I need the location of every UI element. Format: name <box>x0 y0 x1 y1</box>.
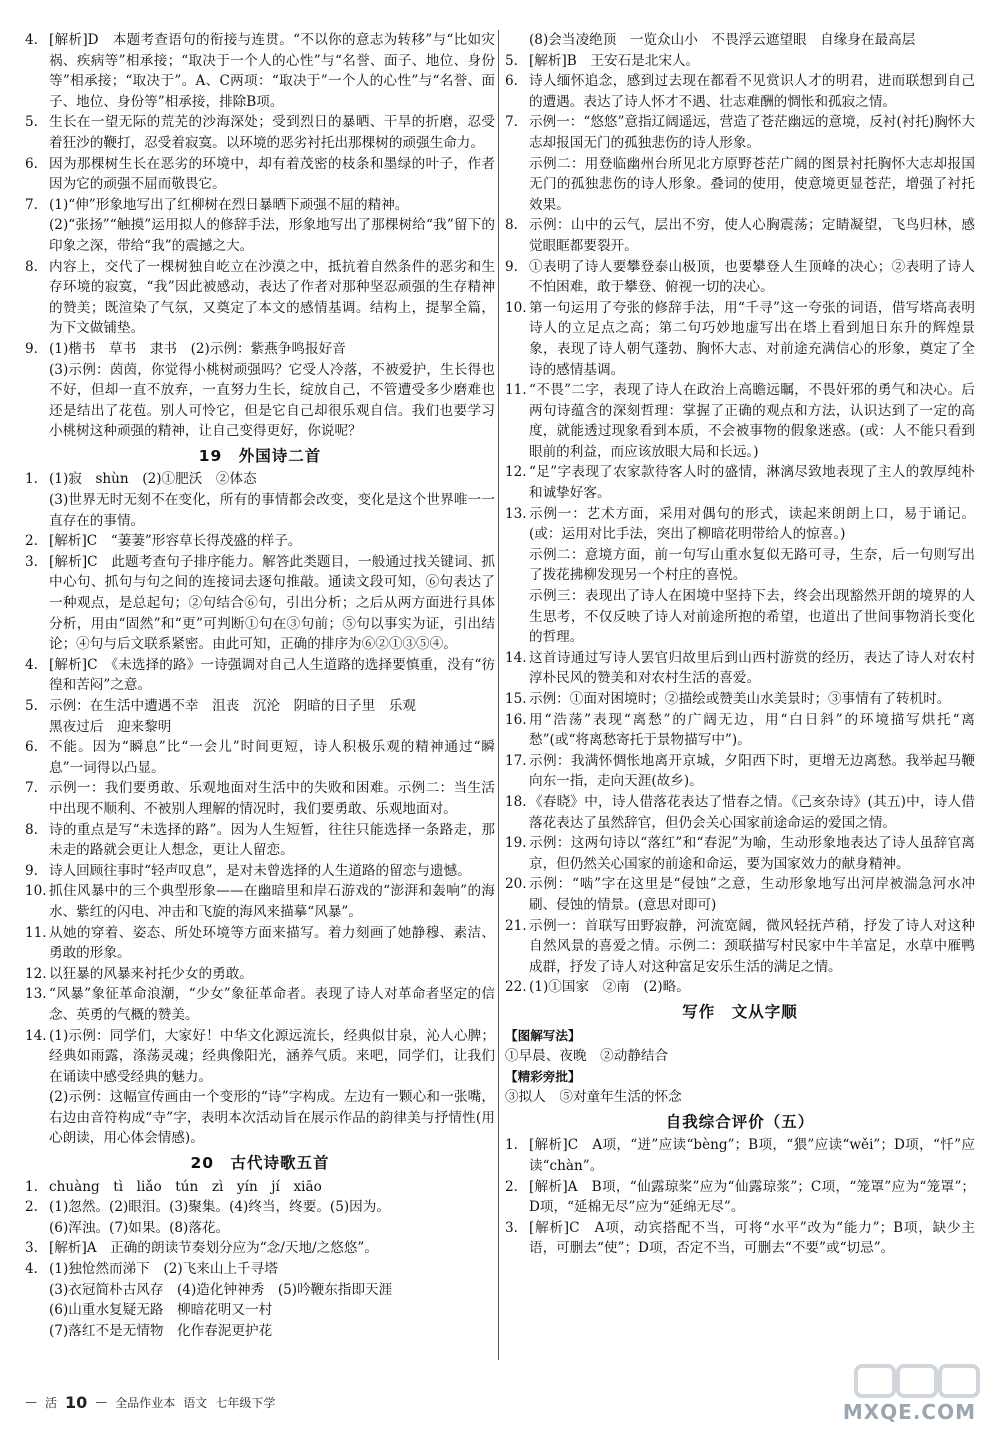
item-number: 9. <box>25 340 38 357</box>
answer-item <box>25 154 495 195</box>
item-text: 示例：这两句诗以“落红”和“春泥”为喻，生动形象地表达了诗人虽辞官离京，但仍然关心国家的前途和命运，要为国家效力的献身精神。 <box>529 835 975 872</box>
answer-item <box>505 504 975 545</box>
answer-subline: (3)衣冠简朴古风存 (4)造化钟神秀 (5)吟鞭东指即天涯 <box>49 1281 393 1298</box>
item-number: 11. <box>505 382 527 399</box>
item-number: 12. <box>25 965 47 982</box>
item-text: “不畏”二字，表现了诗人在政治上高瞻远瞩，不畏奸邪的勇气和决心。后两句诗蕴含的深刻哲理：掌握了正确的观点和方法，认识达到了一定的高度，就能透过现象看到本质，不会被事物的假象迷惑。(或：人不能只看到眼前的利益，而应该放眼大局和长远。) <box>529 382 975 460</box>
answer-item <box>25 30 495 112</box>
item-number: 9. <box>25 862 38 879</box>
item-number: 7. <box>25 780 38 797</box>
item-text: [解析]C 此题考查句子排序能力。解答此类题目，一般通过找关键词、抓中心句、抓句与句之间的连接词去逐句推敲。通读文段可知，⑥句表达了一种观点，是总起句；②句结合⑥句，引出分析；之后从两方面进行具体分析，用由“固然”和“更”可判断①句在③句前；⑤句以事实为证，引出结论；④句与后文联系紧密。由此可知，正确的排序为⑥②①③⑤④。 <box>49 553 495 653</box>
subject: 语文 <box>183 1395 208 1410</box>
item-number: 7. <box>25 196 38 213</box>
item-text: 以狂暴的风暴来衬托少女的勇敢。 <box>49 965 253 982</box>
item-number: 13. <box>505 505 527 522</box>
answer-item <box>505 874 975 915</box>
item-number: 21. <box>505 917 527 934</box>
answer-item <box>25 964 495 985</box>
item-number: 6. <box>25 739 38 756</box>
item-number: 4. <box>25 656 38 673</box>
item-text: 示例：我满怀惆怅地离开京城，夕阳西下时，更增无边离愁。我举起马鞭向东一指，走向天涯(故乡)。 <box>529 752 975 790</box>
answer-item <box>25 1177 495 1198</box>
item-text: (1)楷书 草书 隶书 (2)示例：紫燕争鸣报好音 <box>49 340 346 357</box>
answer-paragraph: (2)示例：这幅宣传画由一个变形的“诗”字构成。左边有一颗心和一张嘴，右边由音符构成“寺”字，表明本次活动旨在展示作品的韵律美与抒情性(用心朗读，用心体会情感)。 <box>49 1089 495 1147</box>
item-number: 3. <box>25 553 38 570</box>
item-number: 10. <box>505 299 527 316</box>
answer-paragraph: (2)“张扬”“触摸”运用拟人的修辞手法，形象地写出了那棵树给“我”留下的印象之深，带给“我”的震撼之大。 <box>49 217 495 254</box>
item-text: 用“浩荡”表现“离愁”的广阔无边，用“白日斜”的环境描写烘托“离愁”(或“将离愁寄托于景物描写中”)。 <box>529 711 975 749</box>
answer-item <box>505 112 975 153</box>
item-number: 12. <box>505 464 527 481</box>
item-text: 示例一：艺术方面，采用对偶句的形式，读起来朗朗上口，易于诵记。(或：运用对比手法，突出了柳暗花明带给人的惊喜。) <box>529 505 975 543</box>
item-text: chuàng tì liǎo tún zì yín jí xiāo <box>49 1178 322 1195</box>
section-title: 20 古代诗歌五首 <box>190 1154 330 1173</box>
item-number: 9. <box>505 258 518 275</box>
item-number: 6. <box>25 155 38 172</box>
item-text: 从她的穿着、姿态、所处环境等方面来描写。着力刻画了她静穆、素洁、勇敢的形象。 <box>49 924 495 962</box>
item-text: 诗人缅怀追念，感到过去现在都看不见赏识人才的明君，进而联想到自己的遭遇。表达了诗人怀才不遇、壮志难酬的惆怅和孤寂之情。 <box>529 73 975 110</box>
answer-item <box>505 689 975 710</box>
answer-item <box>25 861 495 882</box>
answer-item <box>505 792 975 833</box>
item-text: 诗的重点是写“未选择的路”。因为人生短暂，往往只能选择一条路走，那未走的路就会更让人想念，更让人留恋。 <box>49 821 495 859</box>
answer-item <box>25 984 495 1025</box>
item-text: 第一句运用了夸张的修辞手法，用“千寻”这一夸张的词语，借写塔高表明诗人的立足点之高；第二句巧妙地虚写出在塔上看到旭日东升的辉煌景象，表现了诗人朝气蓬勃、胸怀大志、对前途充满信心的形象，奠定了全诗的感情基调。 <box>529 299 975 378</box>
answer-item <box>505 1218 975 1259</box>
item-number: 22. <box>505 979 527 996</box>
item-text: (1)示例：同学们，大家好！中华文化源远流长，经典似甘泉，沁人心脾；经典如雨露，涤荡灵魂；经典像阳光，涵养气质。来吧，同学们，让我们在诵读中感受经典的魅力。 <box>49 1027 495 1085</box>
text-line: ①早晨、夜晚 ②动静结合 <box>505 1048 669 1065</box>
answer-item <box>25 195 495 216</box>
item-text: 《春晓》中，诗人借落花表达了惜春之情。《己亥杂诗》(其五)中，诗人借落花表达了虽然辞官，但仍会关心国家前途命运的爱国之情。 <box>529 793 975 831</box>
answer-subline: (7)落红不是无情物 化作春泥更护花 <box>49 1322 273 1339</box>
item-text: “足”字表现了农家款待客人时的盛情，淋漓尽致地表现了主人的敦厚纯朴和诚挚好客。 <box>529 464 975 502</box>
item-text: 示例一：我们要勇敢、乐观地面对生活中的失败和困难。示例二：当生活中出现不顺利、不被别人理解的情况时，我们要勇敢、乐观地面对。 <box>49 780 495 817</box>
section-title: 写作 文从字顺 <box>682 1002 798 1021</box>
item-text: (1)忽然。(2)眼泪。(3)聚集。(4)终当，终要。(5)因为。 <box>49 1199 390 1216</box>
page-footer <box>25 1390 275 1414</box>
item-text: 不能。因为“瞬息”比“一会儿”时间更短，诗人积极乐观的精神通过“瞬息”一词得以凸显。 <box>49 739 495 776</box>
answer-subline: (8)会当凌绝顶 一览众山小 不畏浮云遮望眼 自缘身在最高层 <box>529 32 916 48</box>
column-divider <box>498 30 499 1360</box>
answer-item <box>505 833 975 874</box>
item-text: [解析]A B项，“仙露琼桨”应为“仙露琼浆”；C项，“笼罩”应为“笼罩”；D项，“延棉无尽”应为“延绵无尽”。 <box>529 1178 975 1216</box>
item-number: 7. <box>505 114 518 131</box>
item-number: 5. <box>25 114 38 131</box>
item-number: 5. <box>505 52 518 69</box>
footer-dash-2: — <box>95 1395 108 1409</box>
item-number: 13. <box>25 986 47 1003</box>
answer-item <box>505 215 975 256</box>
answer-paragraph: 示例二：意境方面，前一句写山重水复似无路可寻，生奈，后一句则写出了拨花拂柳发现另一个村庄的喜悦。 <box>529 546 975 584</box>
answer-item <box>25 1238 495 1259</box>
answer-item <box>505 462 975 503</box>
item-number: 4. <box>25 1261 38 1278</box>
page-prefix: 活 <box>45 1395 58 1410</box>
answer-item <box>505 298 975 380</box>
item-number: 8. <box>25 258 38 275</box>
answer-item <box>25 881 495 922</box>
item-text: ①表明了诗人要攀登泰山极顶，也要攀登人生顶峰的决心；②表明了诗人不怕困难，敢于攀登、俯视一切的决心。 <box>529 258 975 296</box>
item-text: 抓住风暴中的三个典型形象——在幽暗里和岸石游戏的“澎湃和轰响”的海水、紫红的闪电、冲击和飞旋的海风来描摹“风暴”。 <box>49 883 495 920</box>
watermark-text: MXQE.COM <box>842 1400 976 1424</box>
item-text: (1)独怆然而涕下 (2)飞来山上千寻塔 <box>49 1261 278 1278</box>
item-number: 14. <box>505 649 527 666</box>
answer-item <box>505 710 975 751</box>
right-column <box>505 30 975 1259</box>
answer-item <box>25 923 495 964</box>
item-number: 3. <box>25 1240 38 1257</box>
item-text: 因为那棵树生长在恶劣的环境中，却有着茂密的枝条和墨绿的叶子，作者因为它的顽强不屈而敬畏它。 <box>49 155 495 193</box>
left-column <box>25 30 495 1341</box>
answer-item <box>505 71 975 112</box>
answer-item <box>25 552 495 655</box>
item-number: 20. <box>505 876 527 893</box>
item-number: 6. <box>505 73 518 90</box>
grade: 七年级下学 <box>215 1395 276 1410</box>
item-text: 示例一：“悠悠”意指辽阔遥远，营造了苍茫幽远的意境，反衬(衬托)胸怀大志却报国无门的孤独悲伤的诗人形象。 <box>529 114 975 151</box>
answer-subline: (6)浑浊。(7)如果。(8)落花。 <box>49 1219 230 1236</box>
item-text: 这首诗通过写诗人罢官归故里后到山西村游赏的经历，表达了诗人对农村淳朴民风的赞美和对农村生活的喜爱。 <box>529 649 975 687</box>
item-text: [解析]C 《未选择的路》一诗强调对自己人生道路的选择要慎重，没有“彷徨和苦闷”之意。 <box>49 656 495 694</box>
answer-item <box>505 977 975 998</box>
answer-subline: (6)山重水复疑无路 柳暗花明又一村 <box>49 1302 273 1319</box>
item-number: 18. <box>505 793 527 810</box>
item-text: 示例：“啮”字在这里是“侵蚀”之意，生动形象地写出河岸被湍急河水冲刷、侵蚀的情景。(意思对即可) <box>529 876 975 913</box>
answer-item <box>25 531 495 552</box>
answer-item <box>25 257 495 339</box>
footer-dash: — <box>25 1395 37 1409</box>
item-text: 示例：①面对困境时；②描绘或赞美山水美景时；③事情有了转机时。 <box>529 691 951 707</box>
item-number: 1. <box>25 1178 38 1195</box>
item-text: 示例：山中的云气，层出不穷，使人心胸震荡；定睛凝望，飞鸟归林，感觉眼眶都要裂开。 <box>529 217 975 254</box>
item-number: 1. <box>25 471 38 488</box>
item-number: 2. <box>505 1178 518 1195</box>
item-number: 8. <box>505 217 518 234</box>
item-number: 10. <box>25 883 47 900</box>
answer-item <box>25 1026 495 1088</box>
answer-paragraph: 示例二：用登临幽州台所见北方原野苍茫广阔的图景衬托胸怀大志却报国无门的孤独悲伤的诗人形象。叠词的使用，使意境更显苍茫，增强了衬托效果。 <box>529 155 975 213</box>
page-number: 10 <box>65 1392 88 1412</box>
item-number: 15. <box>505 691 527 707</box>
item-text: 示例：在生活中遭遇不幸 沮丧 沉沦 阴暗的日子里 乐观 <box>49 698 417 714</box>
item-text: 生长在一望无际的荒芜的沙海深处；受到烈日的暴晒、干旱的折磨，忍受着狂沙的鞭打，忍受着寂寞。以环境的恶劣衬托出那棵树的顽强生命力。 <box>49 114 495 151</box>
item-number: 2. <box>25 533 38 550</box>
item-text: (1)寂 shùn (2)①肥沃 ②体态 <box>49 471 257 488</box>
answer-paragraph: (3)世界无时无刻不在变化，所有的事情都会改变，变化是这个世界唯一一直存在的事情。 <box>49 492 495 529</box>
answer-item <box>25 469 495 490</box>
answer-paragraph: (3)示例：茵茵，你觉得小桃树顽强吗？它受人冷落，不被爱护，生长得也不好，但却一直不放弃，一直努力生长，绽放自己，不管遭受多少磨难也还是结出了花苞。别人可怜它，但是它自己却很乐观自信。我们也要学习小桃树这种顽强的精神，让自己变得更好，你说呢？ <box>49 361 495 440</box>
answer-item <box>25 1197 495 1218</box>
answer-subline: 黑夜过后 迎来黎明 <box>49 718 172 735</box>
answer-paragraph: 示例三：表现出了诗人在困境中坚持下去，终会出现豁然开朗的境界的人生思考，不仅反映了诗人对前途所抱的希望，也道出了世间事物消长变化的哲理。 <box>529 588 975 646</box>
answer-item <box>25 655 495 696</box>
section-title: 自我综合评价（五） <box>665 1112 815 1131</box>
item-number: 11. <box>25 924 47 941</box>
item-text: [解析]A 正确的朗读节奏划分应为“念/天地/之悠悠”。 <box>49 1240 378 1257</box>
answer-item <box>505 257 975 298</box>
item-text: 内容上，交代了一棵树独自屹立在沙漠之中，抵抗着自然条件的恶劣和生存环境的寂寞，“我”因此被感动，表达了作者对那种坚忍顽强的生存精神的赞美；既渲染了气氛，又奠定了本文的感情基调。结构上，提挈全篇，为下文做铺垫。 <box>49 258 495 337</box>
answer-item <box>505 648 975 689</box>
text-line: ③拟人 ⑤对童年生活的怀念 <box>505 1089 682 1106</box>
answer-item <box>25 339 495 360</box>
answer-item <box>25 112 495 153</box>
item-text: [解析]C A项，动宾搭配不当，可将“水平”改为“能力”；B项，缺少主语，可删去“使”；D项，否定不当，可删去“不要”或“切忌”。 <box>529 1219 975 1257</box>
answer-item <box>25 696 495 717</box>
item-text: [解析]D 本题考查语句的衔接与连贯。“不以你的意志为转移”与“比如灾祸、疾病等”相承接；“取决于一个人的心性”与“名誉、面子、地位、身份等”相承接；“取决于”。A、C两项：“取决于”一个人的心性”与“名誉、面子、地位、身份等”相承接，排除B项。 <box>49 32 495 110</box>
item-number: 19. <box>505 835 527 852</box>
item-number: 14. <box>25 1027 47 1044</box>
answer-item <box>505 1177 975 1218</box>
item-text: “风暴”象征革命浪潮，“少女”象征革命者。表现了诗人对革命者坚定的信念、英勇的气概的赞美。 <box>49 986 495 1023</box>
answer-item <box>25 820 495 861</box>
answer-item <box>505 916 975 978</box>
book-title: 全品作业本 <box>115 1395 176 1410</box>
item-text: 示例一：首联写田野寂静，河流宽阔，微风轻抚芦稍，抒发了诗人对这种自然风景的喜爱之情。示例二：颈联描写村民家中牛羊富足，水草中雁鸭成群，抒发了诗人对这种富足安乐生活的满足之情。 <box>529 917 975 975</box>
item-text: [解析]C “萋萋”形容草长得茂盛的样子。 <box>49 533 302 550</box>
answer-item <box>25 1259 495 1280</box>
answer-item <box>505 1135 975 1176</box>
item-number: 1. <box>505 1137 518 1154</box>
item-text: (1)①国家 ②南 (2)略。 <box>529 979 690 996</box>
answer-item <box>25 778 495 819</box>
answer-item <box>505 751 975 792</box>
item-number: 5. <box>25 698 38 714</box>
section-title: 19 外国诗二首 <box>198 446 322 465</box>
item-number: 17. <box>505 752 527 769</box>
item-text: [解析]B 王安石是北宋人。 <box>529 52 700 69</box>
section-tag: 【精彩旁批】 <box>505 1068 581 1084</box>
item-text: (1)“伸”形象地写出了红柳树在烈日暴晒下顽强不屈的精神。 <box>49 196 409 213</box>
item-number: 2. <box>25 1199 38 1216</box>
item-number: 8. <box>25 821 38 838</box>
answer-item <box>25 737 495 778</box>
item-number: 4. <box>25 32 38 48</box>
section-tag: 【图解写法】 <box>505 1027 581 1043</box>
answer-item <box>505 380 975 462</box>
item-text: 诗人回顾往事时“轻声叹息”，是对未曾选择的人生道路的留恋与遗憾。 <box>49 862 471 879</box>
answer-item <box>505 51 975 72</box>
item-number: 3. <box>505 1219 518 1236</box>
item-text: [解析]C A项，“迸”应读“bèng”；B项，“猥”应读“wěi”；D项，“忏”应读“chàn”。 <box>529 1137 975 1175</box>
item-number: 16. <box>505 711 527 728</box>
